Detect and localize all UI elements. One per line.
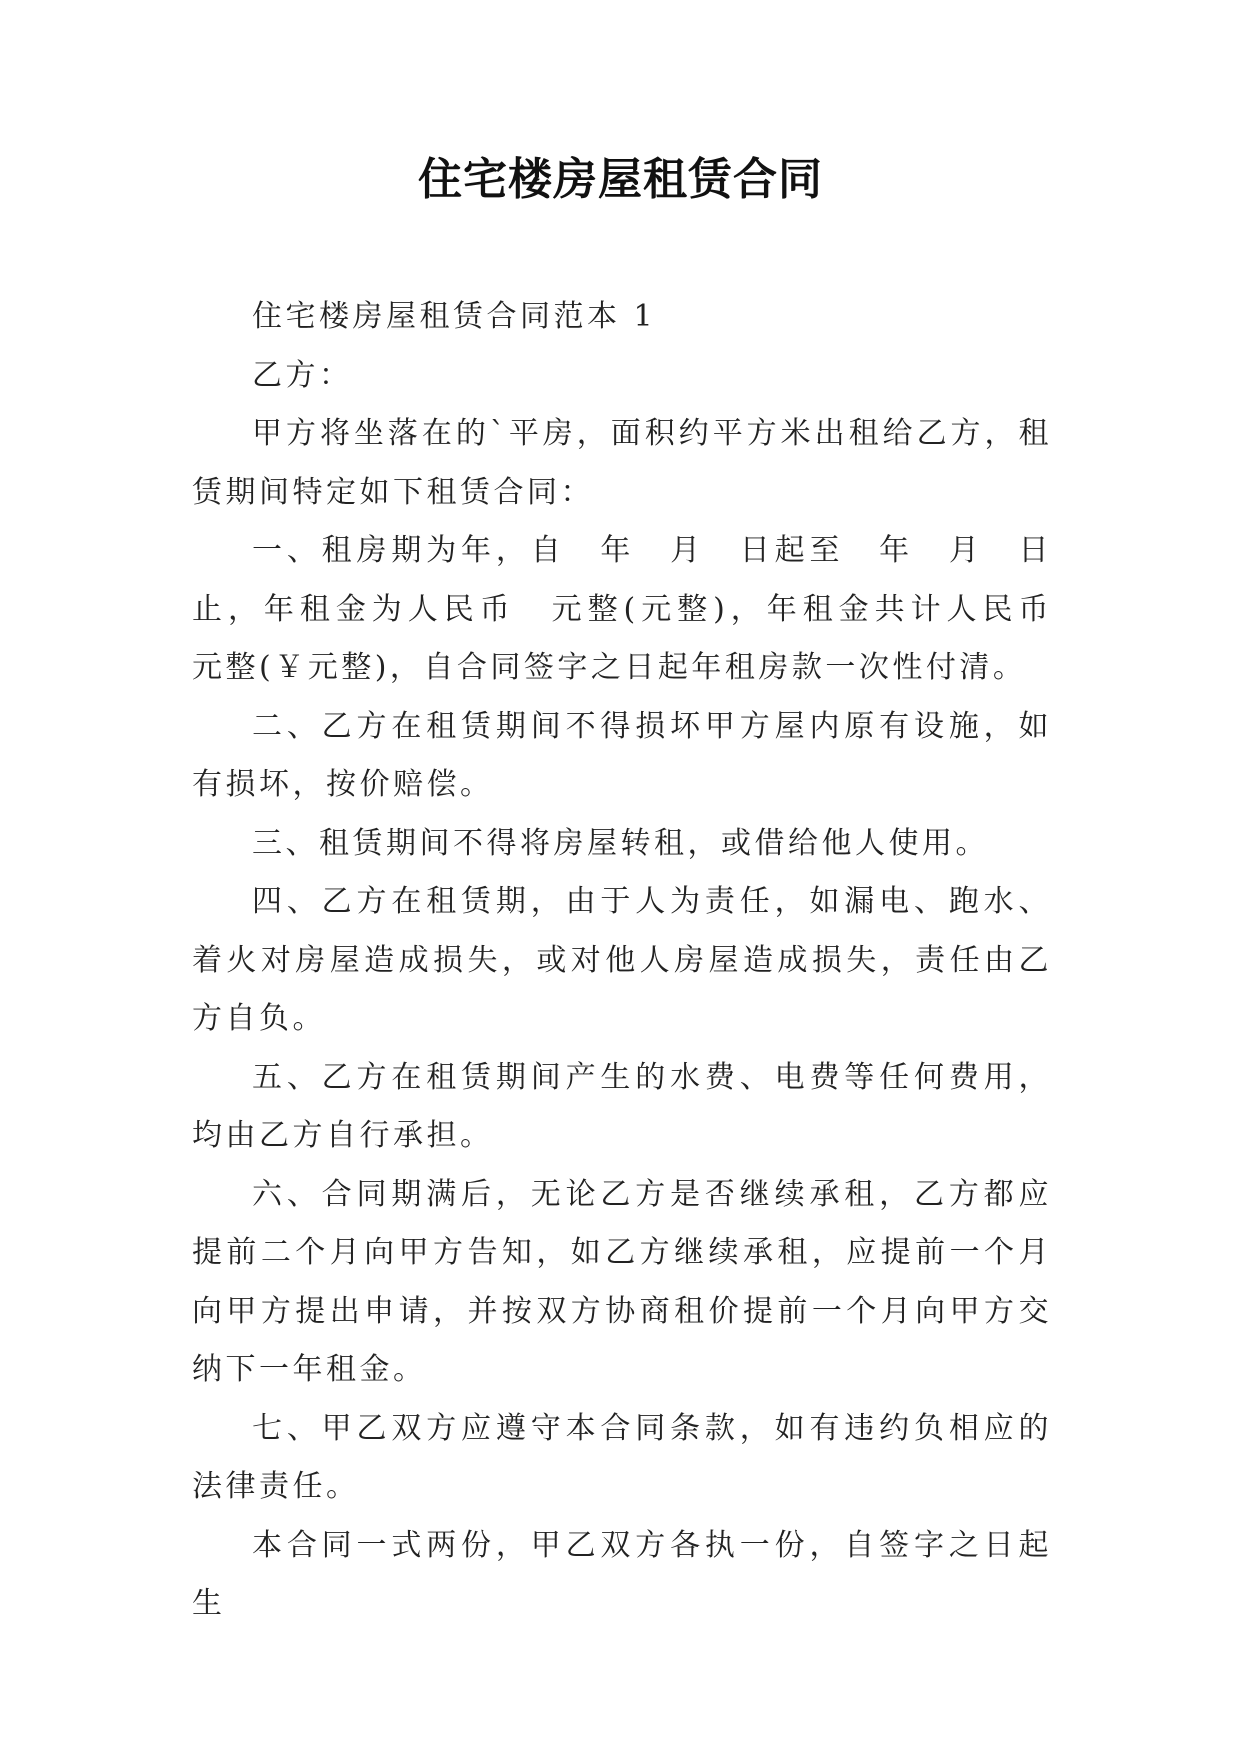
paragraph-intro: 甲方将坐落在的`平房，面积约平方米出租给乙方，租赁期间特定如下租赁合同： xyxy=(192,416,1052,510)
paragraph-copies: 本合同一式两份，甲乙双方各执一份，自签字之日起生 xyxy=(192,1527,1052,1621)
paragraph-clause-1: 一、租房期为年，自 年 月 日起至 年 月 日止，年租金为人民币 元整(元整)，年租金共计人民币 元整(￥元整)，自合同签字之日起年租房款一次性付清。 xyxy=(192,533,1086,685)
paragraph-clause-6: 六、合同期满后，无论乙方是否继续承租，乙方都应提前二个月向甲方告知，如乙方继续承租，应提前一个月向甲方提出申请，并按双方协商租价提前一个月向甲方交纳下一年租金。 xyxy=(192,1176,1052,1387)
paragraph-clause-4: 四、乙方在租赁期，由于人为责任，如漏电、跑水、着火对房屋造成损失，或对他人房屋造成损失，责任由乙方自负。 xyxy=(192,884,1052,1036)
paragraph-clause-5: 五、乙方在租赁期间产生的水费、电费等任何费用，均由乙方自行承担。 xyxy=(192,1059,1052,1153)
paragraph-clause-3: 三、租赁期间不得将房屋转租，或借给他人使用。 xyxy=(252,825,989,861)
paragraph-clause-7: 七、甲乙双方应遵守本合同条款，如有违约负相应的法律责任。 xyxy=(192,1410,1052,1504)
paragraph-clause-2: 二、乙方在租赁期间不得损坏甲方屋内原有设施，如有损坏，按价赔偿。 xyxy=(192,708,1052,802)
document-title: 住宅楼房屋租赁合同 xyxy=(418,154,823,205)
document-body xyxy=(192,288,1086,1634)
paragraph-template-name: 住宅楼房屋租赁合同范本 1 xyxy=(252,299,657,334)
paragraph-party-b: 乙方： xyxy=(252,357,353,393)
